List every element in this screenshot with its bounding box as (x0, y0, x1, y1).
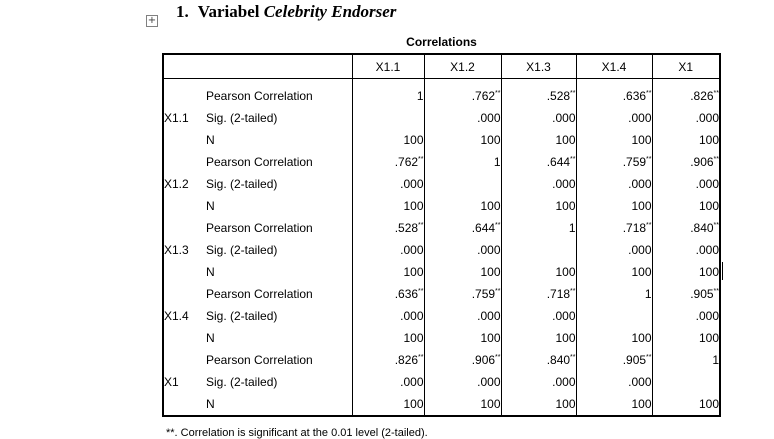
correlation-value: .759 (622, 155, 647, 169)
pearson-value-cell (424, 151, 501, 173)
pearson-value-cell (501, 79, 576, 108)
n-value-cell: 100 (576, 327, 652, 349)
significance-marker: ** (713, 90, 719, 97)
pearson-value-cell (501, 217, 576, 239)
significance-marker: ** (418, 354, 424, 361)
table-row (163, 327, 720, 349)
sig-value-cell: .000 (652, 107, 720, 129)
table-row (163, 283, 720, 305)
column-header: X1 (652, 54, 720, 79)
table-row (163, 129, 720, 151)
correlation-value: .905 (622, 353, 647, 367)
table-row (163, 349, 720, 371)
table-row (163, 239, 720, 261)
sig-value-cell (576, 305, 652, 327)
pearson-value-cell (352, 151, 424, 173)
n-value-cell: 100 (652, 195, 720, 217)
table-row (163, 173, 720, 195)
correlation-value: .528 (546, 89, 571, 103)
row-variable-label: X1 (164, 375, 179, 389)
text-cursor (722, 262, 723, 280)
row-variable-label: X1.2 (164, 177, 189, 191)
sig-value-cell: .000 (652, 305, 720, 327)
sig-value-cell: .000 (352, 239, 424, 261)
correlation-value: .718 (622, 221, 647, 235)
sig-value-cell: .000 (652, 173, 720, 195)
row-variable-label (163, 217, 206, 239)
row-variable-label (163, 195, 206, 217)
statistic-label: Sig. (2-tailed) (206, 177, 278, 191)
significance-marker: ** (646, 222, 652, 229)
table-row (163, 217, 720, 239)
significance-marker: ** (418, 222, 424, 229)
n-value-cell: 100 (652, 327, 720, 349)
n-value-cell: 100 (501, 129, 576, 151)
statistic-label: N (206, 199, 215, 213)
n-value-cell: 100 (501, 195, 576, 217)
pearson-value-cell (501, 349, 576, 371)
table-row (163, 151, 720, 173)
pearson-value-cell (652, 217, 720, 239)
row-variable-label (163, 129, 206, 151)
n-value-cell: 100 (652, 393, 720, 416)
pearson-value-cell (652, 79, 720, 108)
correlation-value: 1 (493, 155, 501, 169)
column-header: X1.4 (576, 54, 652, 79)
sig-value-cell: .000 (424, 239, 501, 261)
move-anchor-icon[interactable]: + (147, 15, 157, 26)
pearson-value-cell (576, 151, 652, 173)
sig-value-cell (501, 239, 576, 261)
n-value-cell: 100 (352, 195, 424, 217)
n-value-cell: 100 (352, 129, 424, 151)
significance-marker: ** (646, 354, 652, 361)
table-row (163, 305, 720, 327)
correlation-value: 1 (416, 89, 424, 103)
correlation-value: .644 (546, 155, 571, 169)
significance-marker: ** (646, 90, 652, 97)
pearson-value-cell (424, 283, 501, 305)
correlation-value: .906 (690, 155, 714, 169)
correlation-value: .718 (546, 287, 571, 301)
n-value-cell: 100 (424, 393, 501, 416)
statistic-label: Pearson Correlation (206, 353, 313, 367)
sig-value-cell: .000 (576, 173, 652, 195)
significance-marker: ** (713, 156, 719, 163)
significance-marker: ** (646, 156, 652, 163)
sig-value-cell: .000 (576, 107, 652, 129)
pearson-value-cell (424, 217, 501, 239)
column-header: X1.3 (501, 54, 576, 79)
significance-marker: ** (418, 156, 424, 163)
sig-value-cell: .000 (501, 173, 576, 195)
significance-marker: ** (495, 222, 501, 229)
statistic-label: Sig. (2-tailed) (206, 309, 278, 323)
statistic-label: N (206, 331, 215, 345)
table-body (163, 79, 720, 417)
pearson-value-cell (352, 349, 424, 371)
correlation-value: .636 (394, 287, 419, 301)
correlation-value: .840 (690, 221, 714, 235)
significance-marker: ** (570, 354, 576, 361)
n-value-cell: 100 (424, 261, 501, 283)
n-value-cell: 100 (652, 261, 720, 283)
statistic-label: Pearson Correlation (206, 155, 313, 169)
correlations-table (162, 53, 721, 417)
correlation-value: .840 (546, 353, 571, 367)
pearson-value-cell (352, 217, 424, 239)
n-value-cell: 100 (501, 327, 576, 349)
n-value-cell: 100 (576, 261, 652, 283)
table-row (163, 393, 720, 416)
correlation-value: .826 (394, 353, 419, 367)
correlation-value: .906 (471, 353, 496, 367)
table-row (163, 107, 720, 129)
row-variable-label (163, 151, 206, 173)
row-variable-label (163, 393, 206, 416)
row-variable-label: X1.3 (164, 243, 189, 257)
statistic-label: Pearson Correlation (206, 89, 313, 103)
n-value-cell: 100 (501, 393, 576, 416)
sig-value-cell: .000 (352, 371, 424, 393)
sig-value-cell: .000 (576, 371, 652, 393)
correlation-value: .759 (471, 287, 496, 301)
table-row (163, 371, 720, 393)
statistic-label: Sig. (2-tailed) (206, 375, 278, 389)
heading-prefix: Variabel (197, 2, 260, 21)
statistic-label: Pearson Correlation (206, 287, 313, 301)
sig-value-cell: .000 (652, 239, 720, 261)
n-value-cell: 100 (352, 261, 424, 283)
statistic-label: Sig. (2-tailed) (206, 111, 278, 125)
table-corner-cell (163, 54, 352, 79)
sig-value-cell: .000 (501, 305, 576, 327)
pearson-value-cell (652, 349, 720, 371)
statistic-label: N (206, 397, 215, 411)
significance-marker: ** (418, 288, 424, 295)
n-value-cell: 100 (652, 129, 720, 151)
sig-value-cell: .000 (424, 305, 501, 327)
heading-emphasis: Celebrity Endorser (263, 2, 397, 21)
significance-marker: ** (713, 222, 719, 229)
sig-value-cell (424, 173, 501, 195)
table-footnote: **. Correlation is significant at the 0.01 level (2-tailed). (166, 427, 428, 439)
significance-marker: ** (495, 354, 501, 361)
table-row (163, 261, 720, 283)
row-variable-label (163, 283, 206, 305)
n-value-cell: 100 (352, 327, 424, 349)
sig-value-cell: .000 (424, 107, 501, 129)
correlation-value: 1 (568, 221, 576, 235)
sig-value-cell: .000 (576, 239, 652, 261)
heading-number: 1. (176, 2, 189, 21)
statistic-label: N (206, 133, 215, 147)
statistic-label: Sig. (2-tailed) (206, 243, 278, 257)
column-header: X1.2 (424, 54, 501, 79)
sig-value-cell: .000 (424, 371, 501, 393)
correlation-value: 1 (644, 287, 652, 301)
row-variable-label (163, 327, 206, 349)
significance-marker: ** (495, 90, 501, 97)
section-heading (176, 2, 396, 22)
pearson-value-cell (424, 349, 501, 371)
pearson-value-cell (576, 217, 652, 239)
correlation-value: .762 (471, 89, 496, 103)
correlation-value: .826 (690, 89, 714, 103)
row-variable-label (163, 79, 206, 108)
significance-marker: ** (570, 90, 576, 97)
table-header-row (163, 54, 720, 79)
row-variable-label: X1.4 (164, 309, 189, 323)
row-variable-label (163, 349, 206, 371)
correlation-value: .905 (690, 287, 714, 301)
row-variable-label (163, 261, 206, 283)
pearson-value-cell (501, 283, 576, 305)
pearson-value-cell (352, 79, 424, 108)
table-row (163, 79, 720, 108)
sig-value-cell: .000 (501, 107, 576, 129)
sig-value-cell: .000 (501, 371, 576, 393)
pearson-value-cell (576, 349, 652, 371)
significance-marker: ** (570, 156, 576, 163)
statistic-label: N (206, 265, 215, 279)
n-value-cell: 100 (352, 393, 424, 416)
significance-marker: ** (495, 288, 501, 295)
n-value-cell: 100 (576, 195, 652, 217)
n-value-cell: 100 (501, 261, 576, 283)
correlation-value: 1 (712, 353, 719, 367)
table-caption: Correlations (406, 35, 477, 49)
sig-value-cell (352, 107, 424, 129)
sig-value-cell: .000 (352, 173, 424, 195)
column-header: X1.1 (352, 54, 424, 79)
significance-marker: ** (713, 288, 719, 295)
row-variable-label: X1.1 (164, 111, 189, 125)
pearson-value-cell (352, 283, 424, 305)
sig-value-cell (652, 371, 720, 393)
pearson-value-cell (501, 151, 576, 173)
n-value-cell: 100 (576, 129, 652, 151)
correlation-value: .644 (471, 221, 496, 235)
correlation-value: .762 (394, 155, 419, 169)
significance-marker: ** (570, 288, 576, 295)
pearson-value-cell (576, 283, 652, 305)
table-row (163, 195, 720, 217)
n-value-cell: 100 (424, 129, 501, 151)
correlation-value: .528 (394, 221, 419, 235)
pearson-value-cell (652, 151, 720, 173)
correlation-value: .636 (622, 89, 647, 103)
pearson-value-cell (424, 79, 501, 108)
n-value-cell: 100 (576, 393, 652, 416)
pearson-value-cell (576, 79, 652, 108)
n-value-cell: 100 (424, 195, 501, 217)
pearson-value-cell (652, 283, 720, 305)
statistic-label: Pearson Correlation (206, 221, 313, 235)
sig-value-cell: .000 (352, 305, 424, 327)
n-value-cell: 100 (424, 327, 501, 349)
